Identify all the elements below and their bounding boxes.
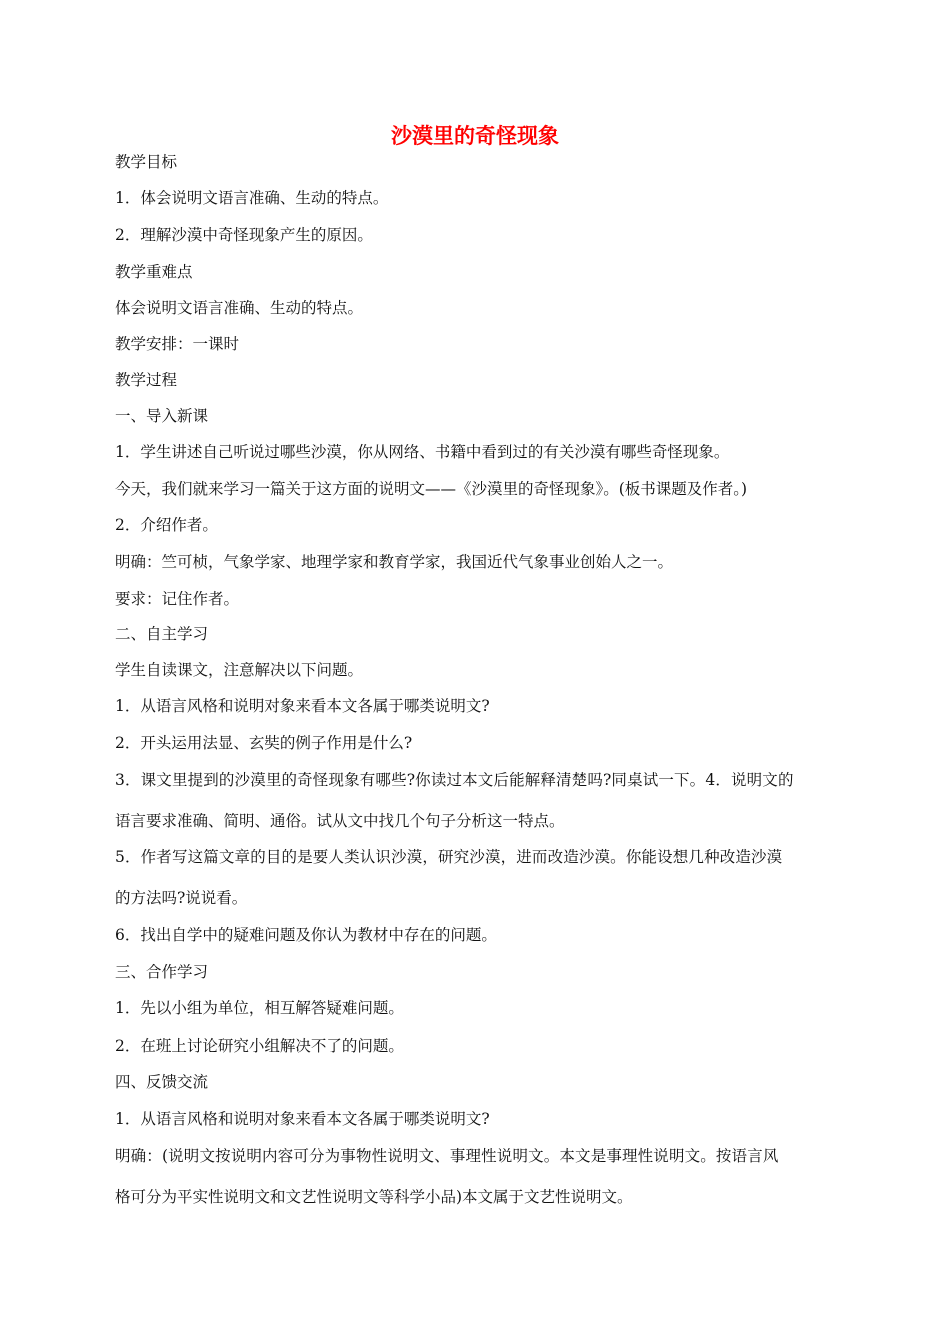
subsection-heading: 二、自主学习	[115, 625, 209, 643]
list-item-continuation: 语言要求准确、简明、通俗。试从文中找几个句子分析这一特点。	[115, 812, 565, 830]
paragraph: 教学安排：一课时	[115, 335, 240, 353]
list-item: 3．课文里提到的沙漠里的奇怪现象有哪些?你读过本文后能解释清楚吗?同桌试一下。4．说明文的	[115, 771, 794, 789]
paragraph: 今天，我们就来学习一篇关于这方面的说明文——《沙漠里的奇怪现象》。(板书课题及作者。)	[115, 480, 748, 498]
list-item-continuation: 的方法吗?说说看。	[115, 889, 248, 907]
paragraph: 体会说明文语言准确、生动的特点。	[115, 299, 364, 317]
list-item: 1．从语言风格和说明对象来看本文各属于哪类说明文?	[115, 697, 490, 715]
list-item: 2．介绍作者。	[115, 516, 218, 534]
section-heading-process: 教学过程	[115, 371, 178, 389]
objective-item: 1．体会说明文语言准确、生动的特点。	[115, 189, 389, 207]
section-heading-objectives: 教学目标	[115, 153, 178, 171]
list-item: 1．从语言风格和说明对象来看本文各属于哪类说明文?	[115, 1110, 490, 1128]
list-item: 6．找出自学中的疑难问题及你认为教材中存在的问题。	[115, 926, 497, 944]
subsection-heading: 三、合作学习	[115, 963, 209, 981]
paragraph: 要求：记住作者。	[115, 590, 240, 608]
list-item: 5．作者写这篇文章的目的是要人类认识沙漠，研究沙漠，进而改造沙漠。你能设想几种改造沙漠	[115, 848, 783, 866]
objective-item: 2．理解沙漠中奇怪现象产生的原因。	[115, 226, 373, 244]
paragraph: 明确：竺可桢，气象学家、地理学家和教育学家，我国近代气象事业创始人之一。	[115, 553, 674, 571]
paragraph-continuation: 格可分为平实性说明文和文艺性说明文等科学小品)本文属于文艺性说明文。	[115, 1188, 633, 1206]
list-item: 1．学生讲述自己听说过哪些沙漠，你从网络、书籍中看到过的有关沙漠有哪些奇怪现象。	[115, 443, 730, 461]
list-item: 1．先以小组为单位，相互解答疑难问题。	[115, 999, 404, 1017]
list-item: 2．在班上讨论研究小组解决不了的问题。	[115, 1037, 404, 1055]
section-heading-key-points: 教学重难点	[115, 263, 193, 281]
paragraph: 学生自读课文，注意解决以下问题。	[115, 661, 364, 679]
list-item: 2．开头运用法显、玄奘的例子作用是什么?	[115, 734, 413, 752]
paragraph: 明确：(说明文按说明内容可分为事物性说明文、事理性说明文。本文是事理性说明文。按语言风	[115, 1147, 779, 1165]
subsection-heading: 一、导入新课	[115, 407, 209, 425]
document-title: 沙漠里的奇怪现象	[391, 124, 559, 148]
subsection-heading: 四、反馈交流	[115, 1073, 209, 1091]
